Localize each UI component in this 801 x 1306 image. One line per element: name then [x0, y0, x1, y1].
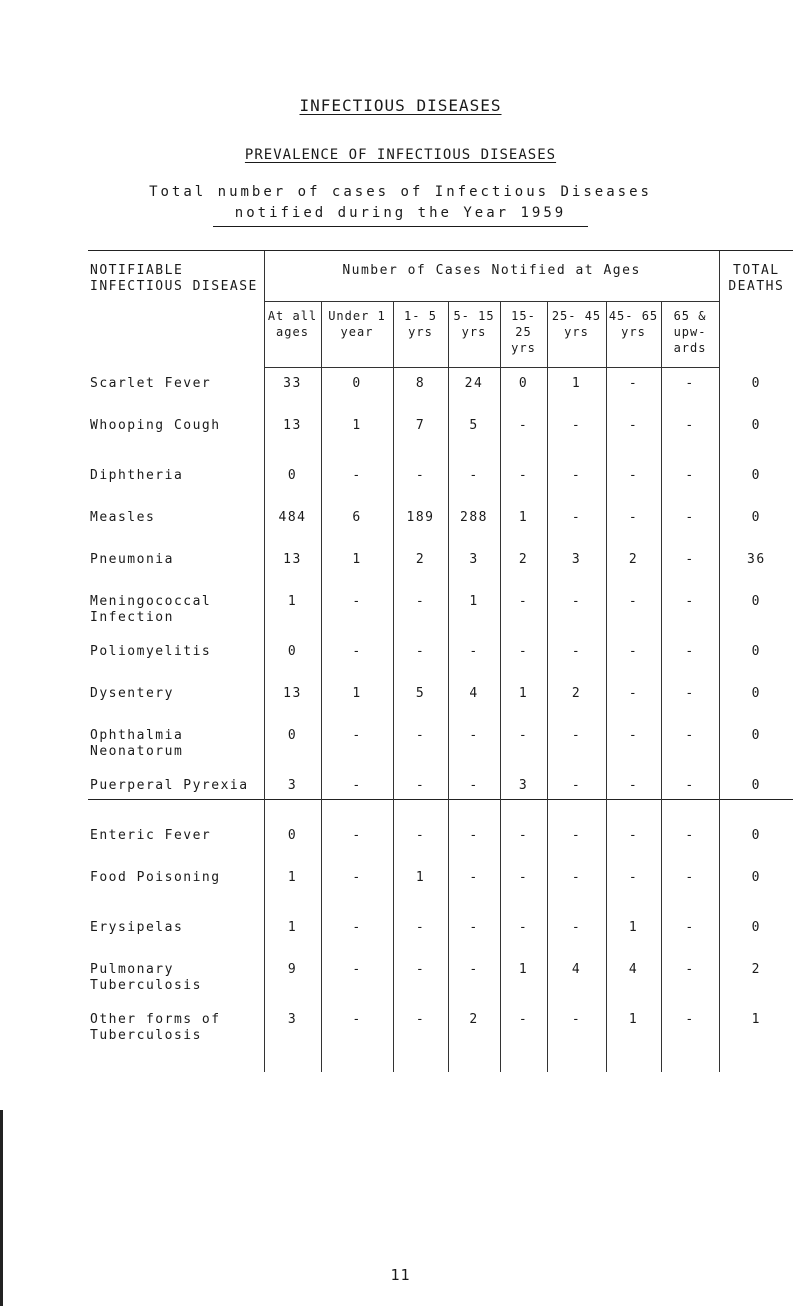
disease-name: Erysipelas — [88, 912, 264, 954]
case-count-cell: - — [606, 502, 661, 544]
case-count-cell: 4 — [606, 954, 661, 1004]
case-count-cell: - — [661, 912, 719, 954]
case-count-cell: 3 — [264, 770, 321, 820]
case-count-cell: 2 — [606, 544, 661, 586]
case-count-cell: - — [547, 862, 606, 912]
case-count-cell: - — [321, 954, 393, 1004]
case-count-cell: - — [661, 1004, 719, 1072]
case-count-cell: - — [500, 720, 547, 770]
table-row — [88, 368, 793, 411]
case-count-cell: 3 — [264, 1004, 321, 1072]
case-count-cell: - — [547, 502, 606, 544]
case-count-cell: - — [547, 820, 606, 862]
page-title — [0, 96, 801, 115]
disease-name: Food Poisoning — [88, 862, 264, 912]
case-count-cell: 1 — [500, 678, 547, 720]
case-count-cell: 1 — [393, 862, 448, 912]
total-deaths-cell: 0 — [751, 644, 761, 659]
page-number: 11 — [390, 1266, 411, 1284]
case-count-cell: - — [448, 460, 500, 502]
case-count-cell: 6 — [321, 502, 393, 544]
case-count-cell: - — [661, 544, 719, 586]
case-count-cell: 189 — [393, 502, 448, 544]
case-count-cell: - — [606, 820, 661, 862]
case-count-cell: - — [547, 410, 606, 460]
case-count-cell: - — [547, 912, 606, 954]
case-count-cell: - — [393, 636, 448, 678]
case-count-cell: - — [661, 586, 719, 636]
case-count-cell: 2 — [393, 544, 448, 586]
case-count-cell: - — [606, 586, 661, 636]
case-count-cell: - — [500, 586, 547, 636]
case-count-cell: - — [393, 770, 448, 820]
disease-name: Puerperal Pyrexia — [88, 770, 264, 820]
case-count-cell: 13 — [264, 410, 321, 460]
case-count-cell: 3 — [547, 544, 606, 586]
case-count-cell: 1 — [321, 678, 393, 720]
case-count-cell: 1 — [500, 954, 547, 1004]
case-count-cell: - — [321, 820, 393, 862]
disease-name: Meningococcal Infection — [88, 586, 264, 636]
total-deaths-cell: 2 — [751, 962, 761, 977]
case-count-cell: - — [661, 410, 719, 460]
table-body — [88, 368, 793, 1073]
case-count-cell: - — [661, 770, 719, 820]
case-count-cell: - — [321, 636, 393, 678]
case-count-cell: 8 — [393, 368, 448, 411]
case-count-cell: - — [661, 636, 719, 678]
case-count-cell: - — [606, 636, 661, 678]
case-count-cell: 0 — [264, 720, 321, 770]
case-count-cell: - — [547, 586, 606, 636]
case-count-cell: - — [500, 636, 547, 678]
case-count-cell: - — [547, 770, 606, 820]
case-count-cell: - — [448, 862, 500, 912]
case-count-cell: - — [606, 410, 661, 460]
case-count-cell: 0 — [264, 636, 321, 678]
age-column-header: At all ages — [264, 302, 321, 368]
age-column-header: 25- 45 yrs — [547, 302, 606, 368]
case-count-cell: - — [500, 1004, 547, 1072]
case-count-cell: 13 — [264, 544, 321, 586]
case-count-cell: 1 — [500, 502, 547, 544]
total-deaths-cell: 36 — [747, 552, 766, 567]
total-deaths-cell: 0 — [751, 375, 761, 391]
header-disease: NOTIFIABLE INFECTIOUS DISEASE — [88, 251, 264, 368]
case-count-cell: - — [393, 720, 448, 770]
table-row — [88, 862, 793, 912]
table-row — [88, 460, 793, 502]
table-row — [88, 912, 793, 954]
case-count-cell: - — [448, 770, 500, 820]
table-row — [88, 586, 793, 636]
age-column-header: 5- 15 yrs — [448, 302, 500, 368]
table-row — [88, 410, 793, 460]
case-count-cell: - — [606, 460, 661, 502]
case-count-cell: 2 — [547, 678, 606, 720]
case-count-cell: 1 — [264, 586, 321, 636]
case-count-cell: - — [500, 820, 547, 862]
case-count-cell: - — [661, 502, 719, 544]
case-count-cell: - — [321, 720, 393, 770]
case-count-cell: - — [321, 460, 393, 502]
table-row — [88, 502, 793, 544]
case-count-cell: 0 — [321, 368, 393, 411]
case-count-cell: - — [448, 636, 500, 678]
table-row — [88, 820, 793, 862]
case-count-cell: - — [321, 770, 393, 820]
case-count-cell: 4 — [448, 678, 500, 720]
age-column-header: 15- 25 yrs — [500, 302, 547, 368]
disease-name: Other forms of Tuberculosis — [88, 1004, 264, 1072]
header-cases-group: Number of Cases Notified at Ages — [264, 251, 719, 302]
case-count-cell: 9 — [264, 954, 321, 1004]
age-column-header: 1- 5 yrs — [393, 302, 448, 368]
age-column-header: 45- 65 yrs — [606, 302, 661, 368]
disease-name: Ophthalmia Neonatorum — [88, 720, 264, 770]
case-count-cell: 2 — [500, 544, 547, 586]
case-count-cell: - — [321, 1004, 393, 1072]
section-subtitle-text: PREVALENCE OF INFECTIOUS DISEASES — [244, 147, 557, 163]
case-count-cell: - — [393, 954, 448, 1004]
case-count-cell: 7 — [393, 410, 448, 460]
age-column-header: Under 1 year — [321, 302, 393, 368]
case-count-cell: - — [547, 460, 606, 502]
case-count-cell: - — [661, 954, 719, 1004]
table-row — [88, 770, 793, 820]
case-count-cell: - — [606, 862, 661, 912]
disease-name: Measles — [88, 502, 264, 544]
total-deaths-cell: 0 — [751, 920, 761, 935]
case-count-cell: - — [606, 678, 661, 720]
table-row — [88, 544, 793, 586]
case-count-cell: 1 — [321, 410, 393, 460]
case-count-cell: 1 — [448, 586, 500, 636]
table-caption — [0, 182, 801, 227]
disease-name: Scarlet Fever — [88, 368, 264, 411]
header-total-deaths: TOTAL DEATHS — [728, 263, 785, 294]
disease-name: Whooping Cough — [88, 410, 264, 460]
total-deaths-cell: 0 — [751, 686, 761, 701]
total-deaths-cell: 0 — [751, 728, 761, 743]
total-deaths-cell: 1 — [751, 1012, 761, 1027]
case-count-cell: - — [321, 912, 393, 954]
case-count-cell: - — [393, 820, 448, 862]
table-row — [88, 1004, 793, 1072]
case-count-cell: 2 — [448, 1004, 500, 1072]
case-count-cell: - — [500, 410, 547, 460]
case-count-cell: - — [661, 720, 719, 770]
page-title-text: INFECTIOUS DISEASES — [299, 96, 502, 115]
case-count-cell: - — [321, 586, 393, 636]
case-count-cell: 0 — [264, 820, 321, 862]
age-column-header: 65 & upw- ards — [661, 302, 719, 368]
case-count-cell: - — [393, 1004, 448, 1072]
case-count-cell: - — [500, 912, 547, 954]
case-count-cell: 0 — [264, 460, 321, 502]
case-count-cell: 5 — [448, 410, 500, 460]
case-count-cell: - — [448, 820, 500, 862]
case-count-cell: - — [321, 862, 393, 912]
case-count-cell: - — [448, 720, 500, 770]
case-count-cell: 3 — [448, 544, 500, 586]
case-count-cell: - — [393, 912, 448, 954]
case-count-cell: - — [393, 586, 448, 636]
case-count-cell: - — [500, 862, 547, 912]
caption-line-1: Total number of cases of Infectious Diseases — [149, 184, 652, 200]
disease-name: Poliomyelitis — [88, 636, 264, 678]
case-count-cell: 1 — [321, 544, 393, 586]
total-deaths-cell: 0 — [751, 510, 761, 525]
total-deaths-cell: 0 — [751, 468, 761, 483]
case-count-cell: 1 — [547, 368, 606, 411]
table-row — [88, 636, 793, 678]
disease-name: Enteric Fever — [88, 820, 264, 862]
case-count-cell: 5 — [393, 678, 448, 720]
case-count-cell: - — [661, 460, 719, 502]
section-subtitle — [0, 147, 801, 163]
case-count-cell: 24 — [448, 368, 500, 411]
case-count-cell: - — [661, 368, 719, 411]
table-row — [88, 720, 793, 770]
case-count-cell: - — [606, 770, 661, 820]
case-count-cell: - — [547, 720, 606, 770]
total-deaths-cell: 0 — [751, 778, 761, 793]
disease-name: Pneumonia — [88, 544, 264, 586]
case-count-cell: 1 — [606, 912, 661, 954]
case-count-cell: 4 — [547, 954, 606, 1004]
disease-name: Diphtheria — [88, 460, 264, 502]
case-count-cell: - — [393, 460, 448, 502]
diseases-table — [88, 251, 793, 1072]
total-deaths-cell: 0 — [751, 594, 761, 609]
case-count-cell: - — [500, 460, 547, 502]
caption-line-2: notified during the Year 1959 — [213, 203, 588, 227]
case-count-cell: 33 — [264, 368, 321, 411]
table-row — [88, 678, 793, 720]
disease-name: Pulmonary Tuberculosis — [88, 954, 264, 1004]
case-count-cell: - — [606, 720, 661, 770]
case-count-cell: 1 — [264, 862, 321, 912]
case-count-cell: 288 — [448, 502, 500, 544]
case-count-cell: - — [448, 912, 500, 954]
case-count-cell: - — [661, 678, 719, 720]
diseases-table-container — [88, 250, 793, 1043]
case-count-cell: - — [448, 954, 500, 1004]
case-count-cell: - — [661, 862, 719, 912]
case-count-cell: 3 — [500, 770, 547, 820]
table-row — [88, 954, 793, 1004]
case-count-cell: 484 — [264, 502, 321, 544]
case-count-cell: 1 — [264, 912, 321, 954]
case-count-cell: 1 — [606, 1004, 661, 1072]
case-count-cell: 0 — [500, 368, 547, 411]
case-count-cell: - — [606, 368, 661, 411]
disease-name: Dysentery — [88, 678, 264, 720]
scan-edge-mark — [0, 1110, 3, 1306]
case-count-cell: 13 — [264, 678, 321, 720]
total-deaths-cell: 0 — [751, 418, 761, 433]
total-deaths-cell: 0 — [751, 828, 761, 843]
case-count-cell: - — [547, 636, 606, 678]
case-count-cell: - — [547, 1004, 606, 1072]
case-count-cell: - — [661, 820, 719, 862]
total-deaths-cell: 0 — [751, 870, 761, 885]
